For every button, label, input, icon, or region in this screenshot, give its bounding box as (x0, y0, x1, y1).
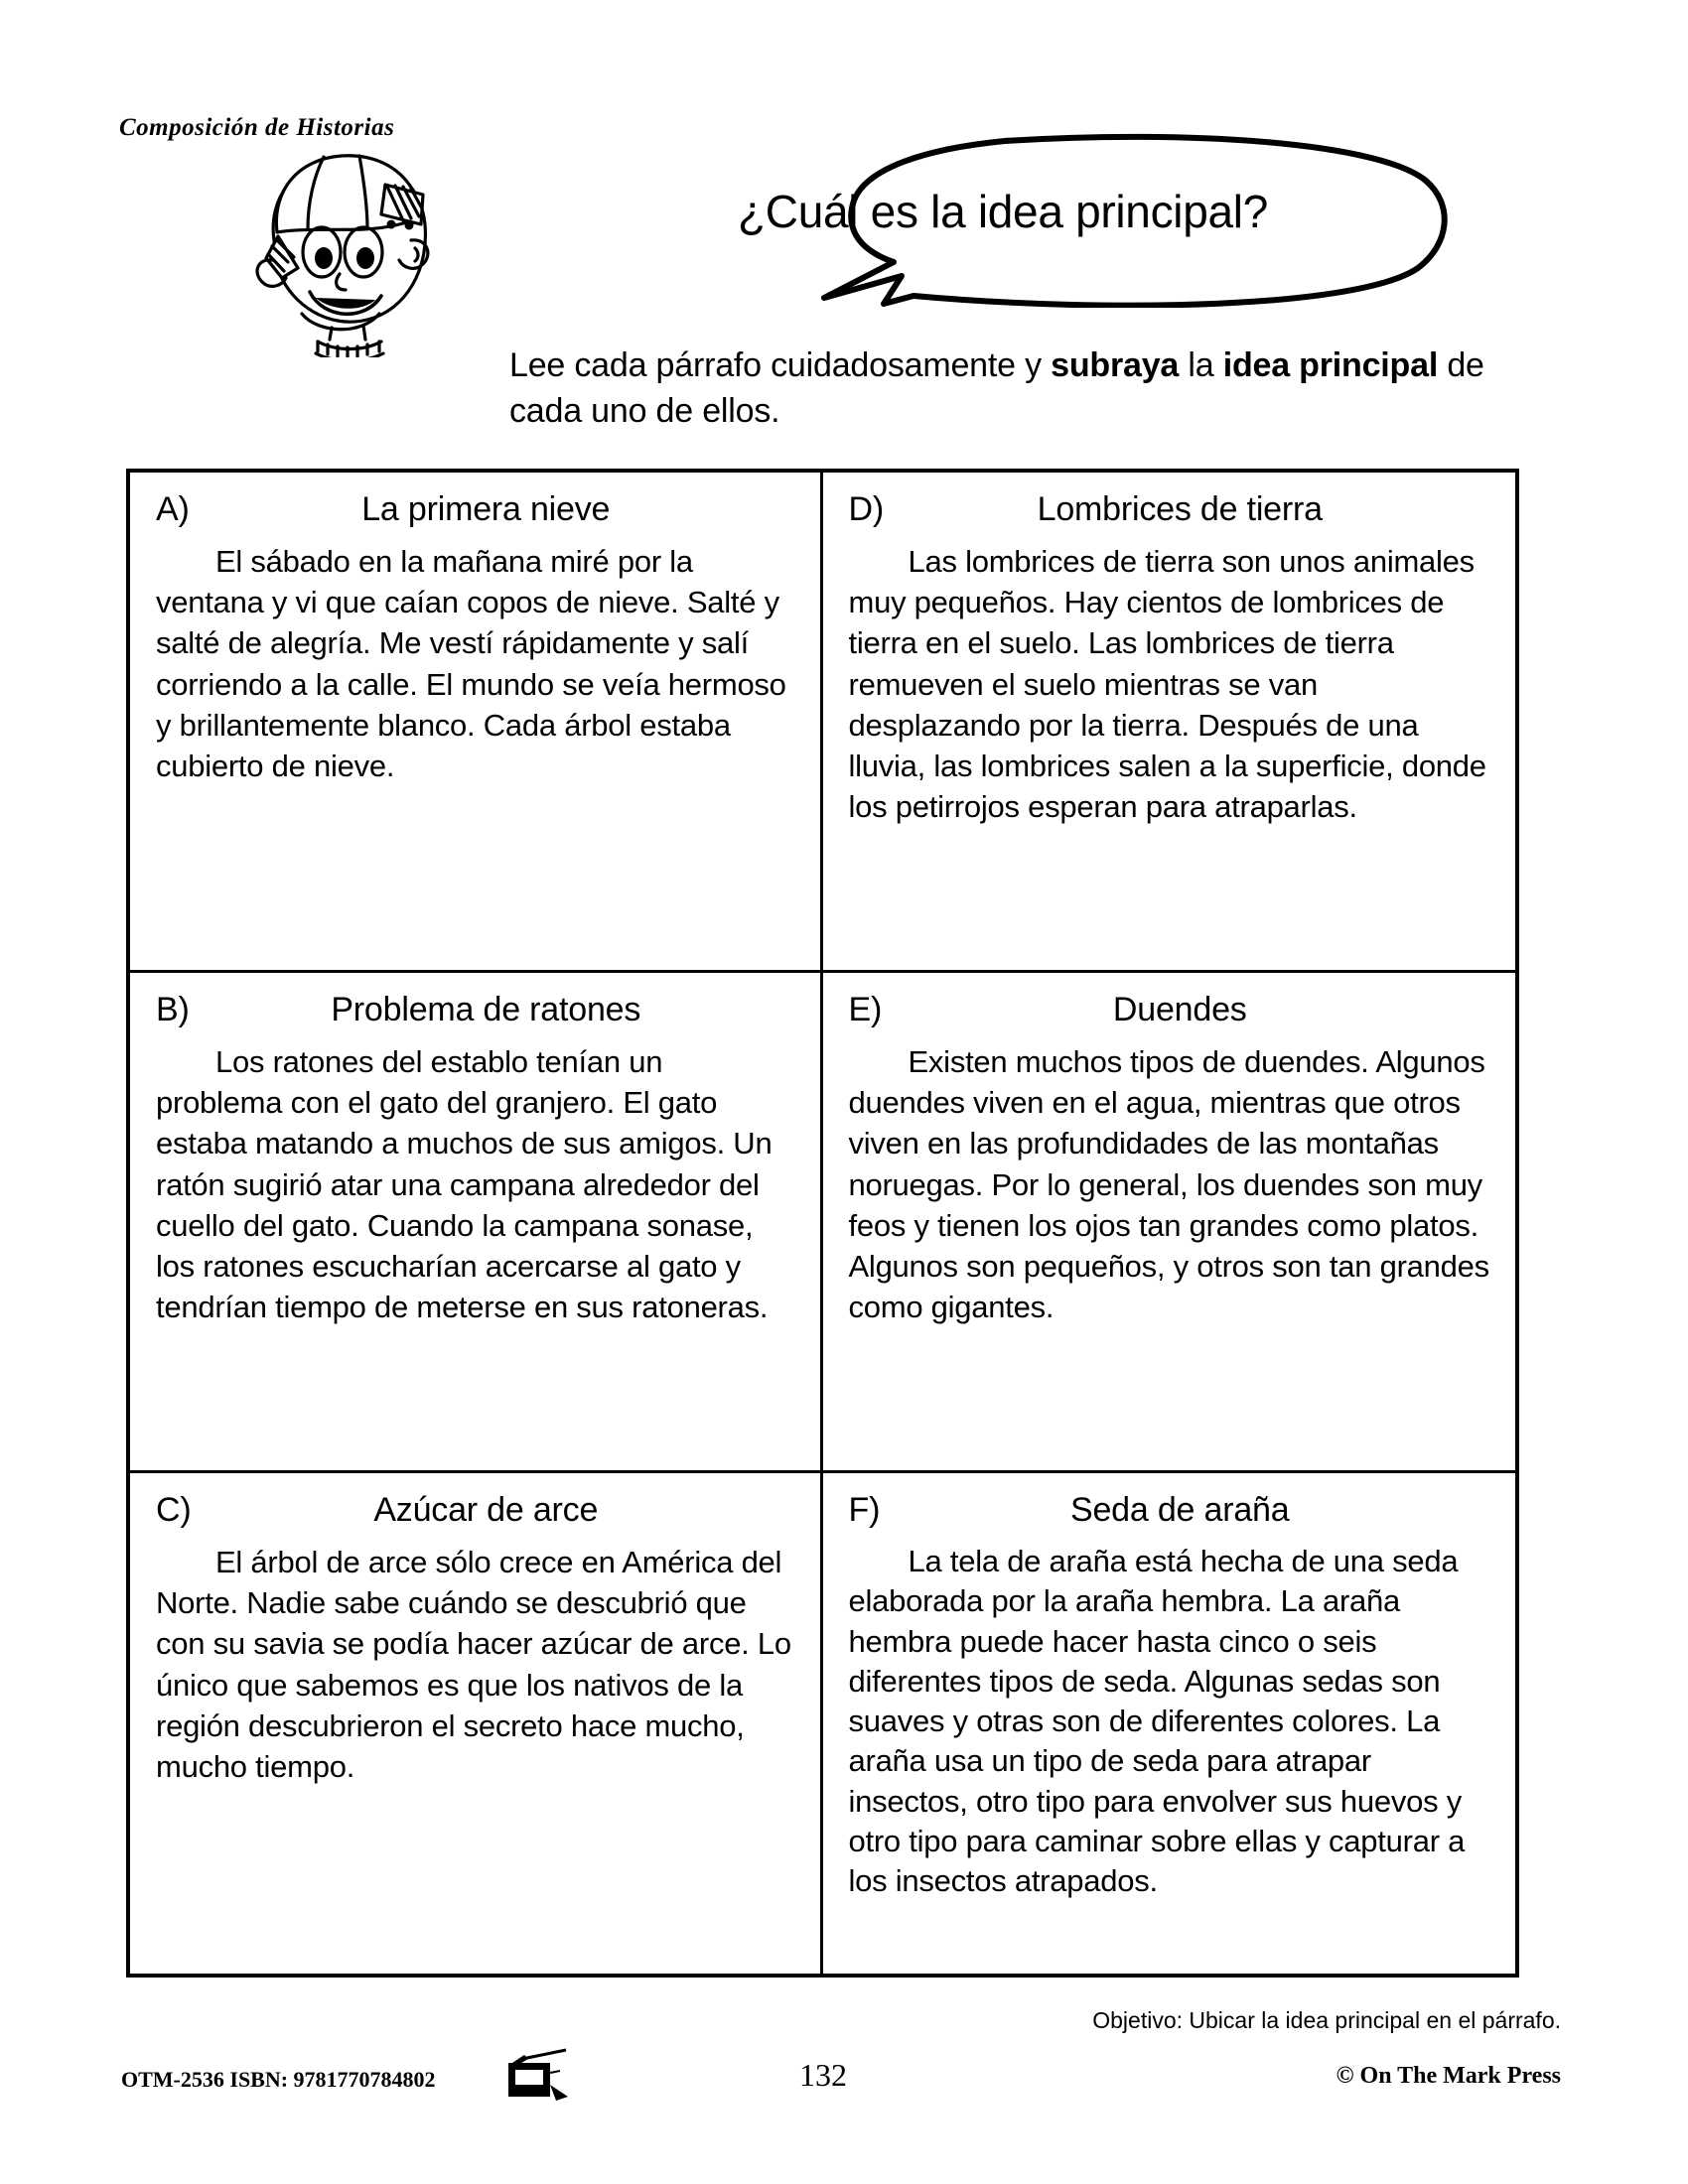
boy-with-backwards-cap-icon (236, 129, 450, 357)
panel-d-letter: D) (848, 490, 884, 528)
panel-c-title: Azúcar de arce (373, 1491, 599, 1529)
page-number: 132 (799, 2057, 847, 2093)
copyright-notice: © On The Mark Press (1336, 2063, 1561, 2089)
panel-a-header (156, 490, 794, 529)
panel-a-letter: A) (156, 490, 190, 528)
instruction-bold-subraya: subraya (1051, 346, 1180, 384)
bubble-question: ¿Cuál es la idea principal? (738, 185, 1268, 237)
panel-d-header (849, 490, 1490, 529)
product-code-isbn: OTM-2536 ISBN: 9781770784802 (121, 2067, 436, 2092)
speech-bubble (556, 129, 1450, 308)
panel-e-letter: E) (848, 991, 883, 1028)
panel-f-header (849, 1491, 1490, 1530)
instruction-text-3: de cada uno de ellos. (509, 346, 1484, 431)
panel-a-body[interactable]: El sábado en la mañana miré por la ventana y vi que caían copos de nieve. Salté y salté de alegría. Me vestí rápidamente y salí corriendo a la calle. El mundo se veía hermoso y brillantemente blanco. Cada árbol estaba cubierto de nieve. (156, 544, 786, 784)
series-title: Composición de Historias (119, 114, 395, 141)
panel-b-header (156, 991, 794, 1029)
paragraph-panel-f (823, 1473, 1516, 1974)
panel-b-letter: B) (156, 991, 190, 1028)
paragraph-grid (126, 469, 1519, 1978)
paragraph-panel-b (130, 973, 823, 1473)
panel-b-title: Problema de ratones (331, 991, 641, 1028)
panel-f-letter: F) (848, 1491, 881, 1529)
panel-e-title: Duendes (1112, 991, 1247, 1028)
panel-a-title: La primera nieve (361, 490, 611, 528)
panel-d-body[interactable]: Las lombrices de tierra son unos animales muy pequeños. Hay cientos de lombrices de tierra en el suelo. Las lombrices de tierra remueven el suelo mientras se van desplazando por la tierra. Después de una lluvia, las lombrices salen a la superficie, donde los petirrojos esperan para atraparlas. (848, 544, 1486, 825)
instruction-bold-idea-principal: idea principal (1222, 346, 1439, 384)
paragraph-panel-c (130, 1473, 823, 1974)
panel-f-title: Seda de araña (1070, 1491, 1290, 1529)
paragraph-panel-e (823, 973, 1516, 1473)
objective-text: Objetivo: Ubicar la idea principal en el párrafo. (1092, 2007, 1561, 2033)
panel-e-body[interactable]: Existen muchos tipos de duendes. Algunos duendes viven en el agua, mientras que otros viven en las profundidades de las montañas noruegas. Por lo general, los duendes son muy feos y tienen los ojos tan grandes como platos. Algunos son pequeños, y otros son tan grandes como gigantes. (848, 1044, 1489, 1325)
panel-f-body[interactable]: La tela de araña está hecha de una seda elaborada por la araña hembra. La araña hembra puede hacer hasta cinco o seis diferentes tipos de seda. Algunas sedas son suaves y otras son de diferentes colores. La araña usa un tipo de seda para atrapar insectos, otro tipo para envolver sus huevos y otro tipo para caminar sobre ellas y capturar a los insectos atrapados. (848, 1544, 1466, 1899)
instruction-text-1: Lee cada párrafo cuidadosamente y (509, 346, 1052, 384)
panel-b-body[interactable]: Los ratones del establo tenían un problema con el gato del granjero. El gato estaba matando a muchos de sus amigos. Un ratón sugirió atar una campana alrededor del cuello del gato. Cuando la campana sonase, los ratones escucharían acercarse al gato y tendrían tiempo de meterse en sus ratoneras. (156, 1044, 773, 1325)
paragraph-panel-a (130, 473, 823, 973)
paragraph-panel-d (823, 473, 1516, 973)
panel-e-header (849, 991, 1490, 1029)
instruction-text-2: la (1179, 346, 1223, 384)
panel-c-letter: C) (156, 1491, 192, 1529)
instructions (509, 342, 1492, 434)
panel-c-header (156, 1491, 794, 1530)
on-the-mark-press-logo-icon (504, 2047, 574, 2103)
panel-d-title: Lombrices de tierra (1037, 490, 1323, 528)
panel-c-body[interactable]: El árbol de arce sólo crece en América del Norte. Nadie sabe cuándo se descubrió que con su savia se podía hacer azúcar de arce. Lo único que sabemos es que los nativos de la región descubrieron el secreto hace mucho, mucho tiempo. (156, 1545, 791, 1785)
